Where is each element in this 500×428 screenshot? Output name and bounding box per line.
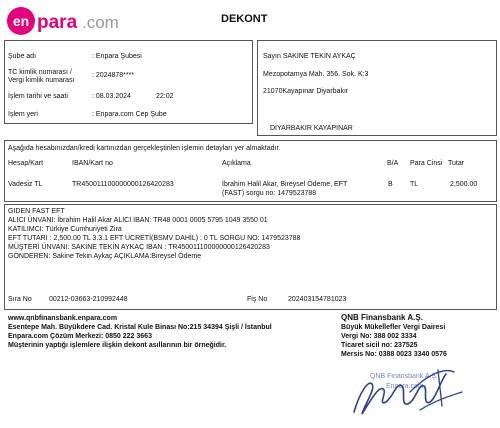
col-header-currency: Para Cinsi (410, 160, 443, 167)
footer-website: www.qnbfinansbank.enpara.com (8, 315, 118, 322)
transaction-date-value: : 08.03.2024 (92, 93, 131, 100)
col-header-iban: IBAN/Kart no (72, 160, 113, 167)
bank-stamp-signature (350, 362, 490, 422)
footer-address: Esentepe Mah. Büyükdere Cad. Kristal Kule Binası No:215 34394 Şişli / İstanbul (8, 324, 272, 331)
details-line: ALICI ÜNVANI: İbrahim Halil Akar ALICI IBAN: TR48 0001 0005 5795 1049 3550 01 (8, 217, 268, 224)
row-description-line1: İbrahim Halil Akar, Bireysel Ödeme, EFT (222, 181, 348, 188)
stamp-line2: Enpara.com (386, 383, 424, 390)
bank-name: QNB Finansbank A.Ş. (341, 313, 423, 322)
sequence-no-label: Sıra No (8, 296, 32, 303)
svg-text:en: en (12, 13, 30, 29)
bank-tax-no: Vergi No: 388 002 3334 (341, 333, 417, 340)
receipt-no-label: Fiş No (247, 296, 268, 303)
trade-registry-no: Ticaret sicil no: 237525 (341, 342, 418, 349)
enpara-logo-mark (6, 6, 131, 36)
details-line: KATILIMCI: Türkiye Cumhuriyeti Zira (8, 226, 122, 233)
footer-disclaimer: Müşterinin yaptığı işlemlere ilişkin dekont asıllarının bir örneğidir. (8, 342, 227, 349)
footer-support-line: Enpara.com Çözüm Merkezi: 0850 222 3663 (8, 333, 152, 340)
col-header-amount: Tutar (448, 160, 465, 167)
transaction-place-label: İşlem yeri (8, 111, 38, 118)
transaction-place-value: : Enpara.com Cep Şube (92, 111, 167, 118)
transaction-intro: Aşağıda hesabınızdan/kredi kartınızdan gerçekleştirilen işlemin detayları yer almaktadır. (8, 145, 281, 152)
signature-graphic (350, 362, 490, 422)
row-account: Vadesiz TL (8, 181, 43, 188)
svg-text:para: para (37, 12, 78, 33)
row-iban: TR450011100000000126420283 (72, 181, 174, 188)
recipient-name: Sayın SAKİNE TEKİN AYKAÇ (263, 53, 356, 60)
transaction-datetime-label: İşlem tarihi ve saati (8, 93, 68, 100)
transaction-time-value: 22:02 (156, 93, 174, 100)
col-header-account: Hesap/Kart (8, 160, 44, 167)
row-description-line2: (FAST) sorgu no: 1479523788 (222, 190, 317, 197)
details-line: GIDEN FAST EFT (8, 208, 65, 215)
col-header-description: Açıklama (222, 160, 251, 167)
svg-text:.com: .com (82, 13, 119, 32)
details-line: MÜŞTERİ ÜNVANI: SAKİNE TEKİN AYKAÇ IBAN : TR450011100000000126420283 (8, 244, 270, 251)
details-line: EFT TUTARI : 2,500.00 TL 3.3.1 EFT ÜCRETİ(BSMV DAHİL) : 0 TL SORGU NO: 1479523788 (8, 235, 301, 242)
tax-office: Büyük Mükellefler Vergi Dairesi (341, 324, 446, 331)
row-ba: B (388, 181, 393, 188)
recipient-address-line2: 21070Kayapınar Diyarbakır (263, 88, 349, 95)
tax-id-label: TC kimlik numarası / Vergi kimlik numarası (8, 69, 75, 85)
tax-id-value: : 2024878**** (92, 72, 135, 79)
mersis-no: Mersis No: 0388 0023 3340 0576 (341, 351, 447, 358)
page-title: DEKONT (221, 13, 268, 25)
col-header-ba: B/A (387, 160, 399, 167)
branch-name-value: : Enpara Şubesi (92, 53, 142, 60)
recipient-address-line1: Mezopotamya Mah. 356. Sok. K:3 (263, 71, 369, 78)
stamp-line1: QNB Finansbank A.Ş. (370, 373, 439, 380)
recipient-address-line3: DİYARBAKIR KAYAPINAR (270, 125, 353, 132)
row-amount: 2,500.00 (450, 181, 478, 188)
enpara-logo (6, 6, 131, 36)
receipt-no-value: 202403154781023 (288, 296, 347, 303)
row-currency: TL (410, 181, 419, 188)
branch-name-label: Şube adı (8, 53, 37, 60)
sequence-no-value: 00212-03663-210992448 (49, 296, 128, 303)
details-line: GÖNDEREN: Sakine Tekin Aykaç AÇIKLAMA:Bireysel Ödeme (8, 253, 202, 260)
